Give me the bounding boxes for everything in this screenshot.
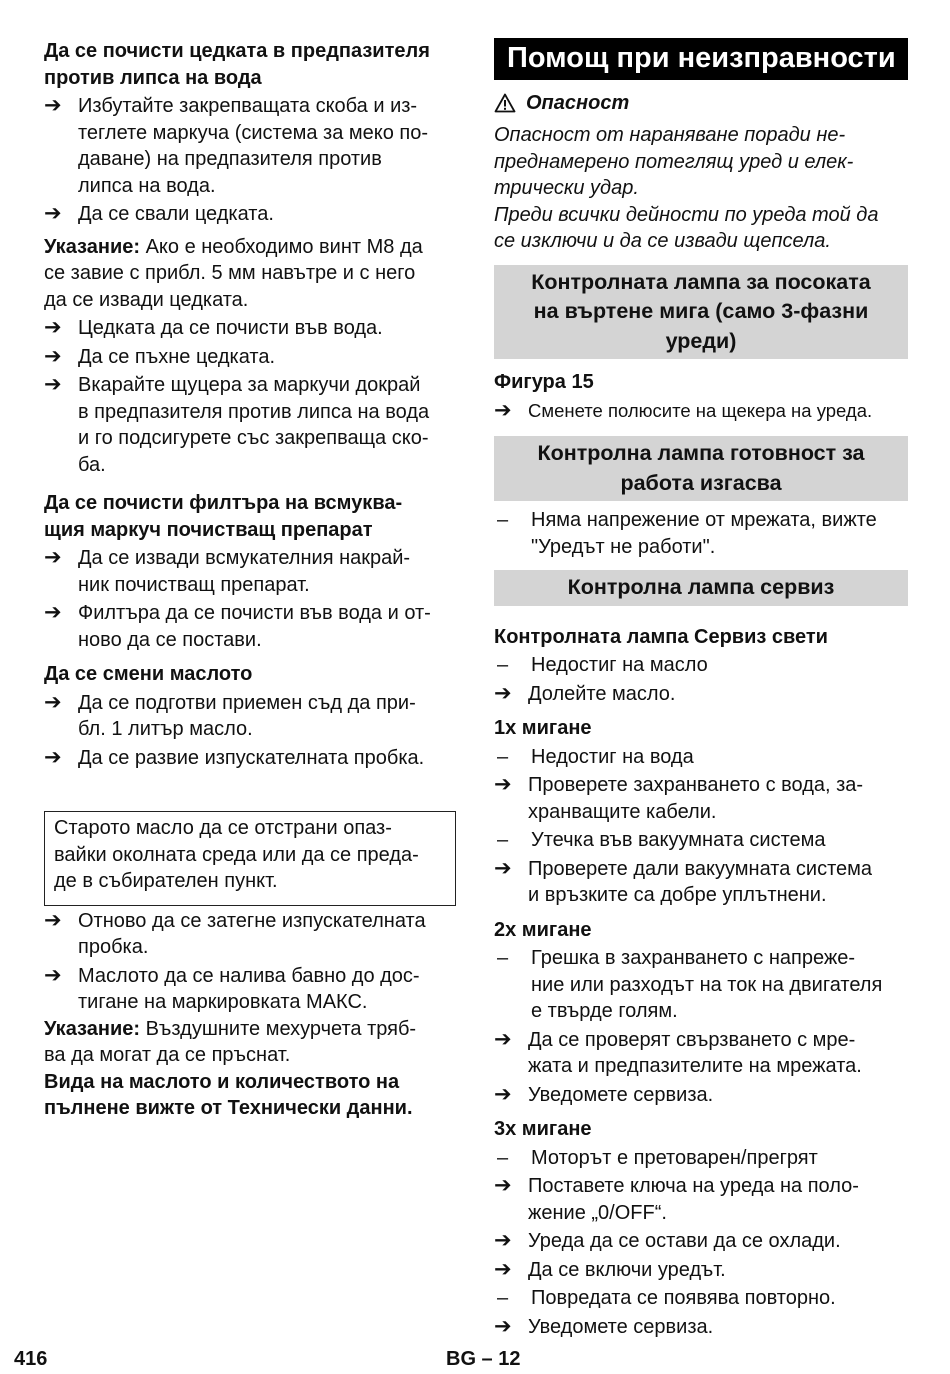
list-item-text	[531, 827, 908, 854]
section-title: Помощ при неизправности	[494, 38, 908, 80]
heading-line: уреди)	[665, 328, 737, 353]
arrow-bullet-icon: ➔	[44, 202, 62, 225]
arrow-bullet-icon: ➔	[44, 546, 62, 569]
list-item-line: Недостиг на масло	[531, 654, 708, 676]
list-item-line: Да се подготви приемен съд да при-	[78, 691, 416, 714]
dash-bullet-icon: –	[497, 654, 509, 676]
list-item-line: Уреда да се остави да се охлади.	[528, 1230, 841, 1252]
list-item-line: Да се проверят свързването с мре-	[528, 1028, 856, 1051]
list-item	[494, 1285, 908, 1312]
danger-line: трически удар.	[494, 177, 639, 199]
danger-text	[494, 122, 908, 255]
heading-line: против липса на вода	[44, 66, 262, 89]
list-item-line: бл. 1 литър масло.	[78, 718, 253, 740]
list-item-line: Да се свали цедката.	[78, 203, 274, 225]
arrow-bullet-icon: ➔	[44, 316, 62, 339]
list-item-line: Да се пъхне цедката.	[78, 345, 276, 368]
list-item-text	[531, 652, 908, 679]
danger-line: преднамерено потеглящ уред и елек-	[494, 150, 854, 173]
strainer-steps	[44, 93, 456, 228]
list-item	[494, 398, 908, 425]
list-item-text	[528, 772, 908, 825]
list-item-line: теглете маркуча (система за меко по-	[78, 121, 429, 144]
list-item	[494, 1257, 908, 1284]
list-item-line: "Уредът не работи".	[531, 535, 716, 558]
list-item-line: Утечка във вакуумната система	[531, 829, 826, 851]
dash-bullet-icon: –	[497, 1146, 509, 1169]
arrow-bullet-icon: ➔	[44, 601, 62, 624]
notice-text: вайки околната среда или да се преда-	[54, 843, 419, 866]
list-item-line: Няма напрежение от мрежата, вижте	[531, 509, 877, 531]
list-item	[494, 1082, 908, 1109]
list-item	[44, 690, 456, 743]
note-text: Ако е необходимо винт М8 да	[140, 235, 423, 258]
list-item-text	[78, 600, 456, 653]
list-item-line: ново да се постави.	[78, 628, 262, 651]
list-item-line: ник почистващ препарат.	[78, 573, 310, 596]
blink-3-steps	[494, 1145, 908, 1341]
list-item	[44, 201, 456, 228]
note-text: се завие с прибл. 5 мм навътре и с него	[44, 262, 416, 284]
list-item-line: Филтъра да се почисти във вода и от-	[78, 602, 431, 624]
list-item-line: жата и предпазителите на мрежата.	[528, 1055, 862, 1077]
note-text: ва да могат да се пръснат.	[44, 1044, 291, 1066]
heading-line: Контролна лампа готовност за	[537, 441, 865, 465]
list-item	[494, 856, 908, 909]
list-item	[44, 545, 456, 598]
arrow-bullet-icon: ➔	[494, 1174, 512, 1197]
arrow-bullet-icon: ➔	[44, 373, 62, 396]
list-item	[494, 744, 908, 771]
list-item-line: Отново да се затегне изпускателната	[78, 909, 426, 932]
blink-1-steps	[494, 744, 908, 909]
blink-2-steps	[494, 945, 908, 1108]
list-item-text	[531, 1285, 908, 1312]
list-item-line: Да се включи уредът.	[528, 1258, 726, 1281]
danger-line: се изключи и да се извади щепсела.	[494, 230, 831, 252]
arrow-bullet-icon: ➔	[494, 1314, 512, 1338]
rotation-lamp-heading	[494, 265, 908, 360]
list-item	[494, 652, 908, 679]
list-item-text	[78, 201, 456, 228]
environment-notice-box	[44, 811, 456, 906]
note-text: Въздушните мехурчета тряб-	[140, 1017, 417, 1040]
list-item	[494, 1027, 908, 1080]
note-text: да се извади цедката.	[44, 288, 249, 311]
danger-line: Преди всички дейности по уреда той да	[494, 203, 879, 226]
heading-line: щия маркуч почистващ препарат	[44, 518, 373, 541]
list-item-line: и го подсигурете със закрепваща ско-	[78, 427, 429, 449]
list-item-line: Грешка в захранването с напреже-	[531, 947, 856, 969]
dash-bullet-icon: –	[497, 745, 509, 768]
heading-line: на въртене мига (само 3-фазни	[533, 299, 869, 323]
list-item-text	[528, 1027, 908, 1080]
list-item-line: пробка.	[78, 936, 149, 958]
list-item-line: Да се извади всмукателния накрай-	[78, 547, 411, 569]
list-item	[44, 315, 456, 342]
heading-line: Контролната лампа за посоката	[531, 269, 871, 294]
arrow-bullet-icon: ➔	[494, 398, 512, 422]
list-item-text	[78, 690, 456, 743]
strainer-note	[44, 234, 456, 314]
arrow-bullet-icon: ➔	[494, 1082, 512, 1106]
page-number: 416	[14, 1348, 48, 1370]
list-item-line: липса на вода.	[78, 174, 216, 197]
section-marker: BG – 12	[446, 1348, 521, 1370]
list-item-line: даване) на предпазителя против	[78, 148, 382, 170]
list-item-line: Проверете дали вакуумната система	[528, 857, 873, 880]
oil-steps-2	[44, 908, 456, 1016]
dash-bullet-icon: –	[497, 1287, 509, 1309]
list-item-text	[531, 507, 908, 560]
oil-spec-reference	[44, 1069, 456, 1122]
list-item-line: Моторът е претоварен/прегрят	[531, 1146, 818, 1169]
list-item-line: Недостиг на вода	[531, 745, 694, 768]
list-item	[44, 372, 456, 478]
filter-heading	[44, 490, 456, 543]
list-item	[494, 507, 908, 560]
danger-label: Опасност	[526, 92, 630, 114]
list-item-line: Долейте масло.	[528, 682, 676, 705]
list-item-text	[78, 372, 456, 478]
list-item-line: и връзките са добре уплътнени.	[528, 884, 827, 906]
arrow-bullet-icon: ➔	[494, 1027, 512, 1051]
warning-triangle-icon	[494, 93, 516, 113]
list-item-line: Повредата се появява повторно.	[531, 1287, 836, 1309]
list-item-line: жение „0/OFF“.	[528, 1201, 667, 1224]
list-item	[44, 963, 456, 1016]
list-item-text	[78, 745, 456, 772]
list-item-text	[528, 398, 908, 425]
right-column	[494, 38, 908, 1340]
list-item-text	[528, 1173, 908, 1226]
arrow-bullet-icon: ➔	[494, 773, 512, 796]
note-label: Указание:	[44, 1017, 141, 1040]
arrow-bullet-icon: ➔	[44, 963, 62, 987]
list-item-text	[78, 93, 456, 199]
list-item-line: Уведомете сервиза.	[528, 1315, 714, 1338]
oil-heading: Да се смени маслото	[44, 663, 253, 685]
list-item	[494, 681, 908, 708]
list-item-text	[531, 945, 908, 1025]
list-item	[44, 745, 456, 772]
reference-line: Вида на маслото и количеството на	[44, 1070, 400, 1093]
list-item-line: Цедката да се почисти във вода.	[78, 317, 383, 339]
list-item-text	[528, 856, 908, 909]
dash-bullet-icon: –	[497, 947, 509, 969]
arrow-bullet-icon: ➔	[44, 344, 62, 368]
list-item-line: Уведомете сервиза.	[528, 1083, 714, 1106]
arrow-bullet-icon: ➔	[44, 690, 62, 714]
list-item-text	[528, 1082, 908, 1109]
list-item	[494, 1145, 908, 1172]
notice-text: де в събирателен пункт.	[54, 870, 278, 892]
list-item-text	[531, 1145, 908, 1172]
list-item-line: Маслото да се налива бавно до дос-	[78, 964, 420, 987]
list-item-line: Сменете полюсите на щекера на уреда.	[528, 399, 873, 421]
list-item-line: тигане на маркировката МАКС.	[78, 991, 368, 1013]
list-item-line: Поставете ключа на уреда на поло-	[528, 1175, 859, 1197]
list-item	[44, 93, 456, 199]
list-item	[494, 1173, 908, 1226]
oil-steps	[44, 690, 456, 772]
oil-note	[44, 1016, 456, 1069]
ready-lamp-steps	[494, 507, 908, 560]
heading-line: Да се почисти филтъра на всмуква-	[44, 492, 403, 514]
filter-steps	[44, 545, 456, 653]
heading-line: Да се почисти цедката в предпазителя	[44, 40, 430, 62]
list-item	[494, 1228, 908, 1255]
arrow-bullet-icon: ➔	[494, 681, 512, 705]
list-item	[44, 908, 456, 961]
blink-3-heading: 3х мигане	[494, 1118, 592, 1140]
list-item-line: е твърде голям.	[531, 1000, 678, 1022]
list-item-line: Да се развие изпускателната пробка.	[78, 746, 425, 769]
dash-bullet-icon: –	[497, 509, 509, 531]
reference-line: пълнене вижте от Технически данни.	[44, 1097, 413, 1119]
blink-1-heading: 1х мигане	[494, 717, 592, 739]
arrow-bullet-icon: ➔	[494, 1257, 512, 1281]
list-item-text	[528, 1314, 908, 1341]
arrow-bullet-icon: ➔	[494, 1229, 512, 1252]
note-label: Указание:	[44, 235, 141, 258]
arrow-bullet-icon: ➔	[44, 745, 62, 769]
figure-label: Фигура 15	[494, 371, 594, 393]
list-item-text	[528, 681, 908, 708]
list-item	[44, 600, 456, 653]
list-item-text	[531, 744, 908, 771]
arrow-bullet-icon: ➔	[44, 908, 62, 932]
danger-label-row	[494, 90, 908, 116]
list-item	[494, 945, 908, 1025]
list-item	[494, 772, 908, 825]
strainer-heading	[44, 38, 456, 91]
danger-line: Опасност от нараняване поради не-	[494, 124, 846, 146]
list-item-line: хранващите кабели.	[528, 800, 717, 823]
list-item-line: в предпазителя против липса на вода	[78, 400, 430, 423]
figure-steps	[494, 398, 908, 425]
list-item-line: ба.	[78, 453, 106, 476]
ready-lamp-heading	[494, 436, 908, 501]
service-lamp-heading	[494, 570, 908, 606]
list-item	[494, 1314, 908, 1341]
left-column	[44, 38, 456, 1122]
heading-line: Контролна лампа сервиз	[567, 575, 835, 599]
list-item	[44, 344, 456, 371]
strainer-steps-2	[44, 315, 456, 478]
service-on-heading: Контролната лампа Сервиз свети	[494, 625, 828, 648]
arrow-bullet-icon: ➔	[44, 94, 62, 117]
arrow-bullet-icon: ➔	[494, 856, 512, 880]
list-item-text	[78, 315, 456, 342]
list-item-line: Вкарайте щуцера за маркучи докрай	[78, 374, 421, 396]
service-on-steps	[494, 652, 908, 707]
heading-line: работа изгасва	[620, 470, 782, 495]
list-item-text	[78, 963, 456, 1016]
list-item-line: ние или разходът на ток на двигателя	[531, 973, 883, 996]
blink-2-heading: 2х мигане	[494, 918, 592, 941]
list-item-line: Избутайте закрепващата скоба и из-	[78, 95, 418, 117]
list-item-text	[78, 545, 456, 598]
list-item-line: Проверете захранването с вода, за-	[528, 774, 864, 796]
list-item-text	[78, 908, 456, 961]
list-item-text	[528, 1257, 908, 1284]
dash-bullet-icon: –	[497, 829, 509, 851]
notice-text: Старото масло да се отстрани опаз-	[54, 817, 392, 839]
list-item-text	[78, 344, 456, 371]
list-item-text	[528, 1228, 908, 1255]
list-item	[494, 827, 908, 854]
